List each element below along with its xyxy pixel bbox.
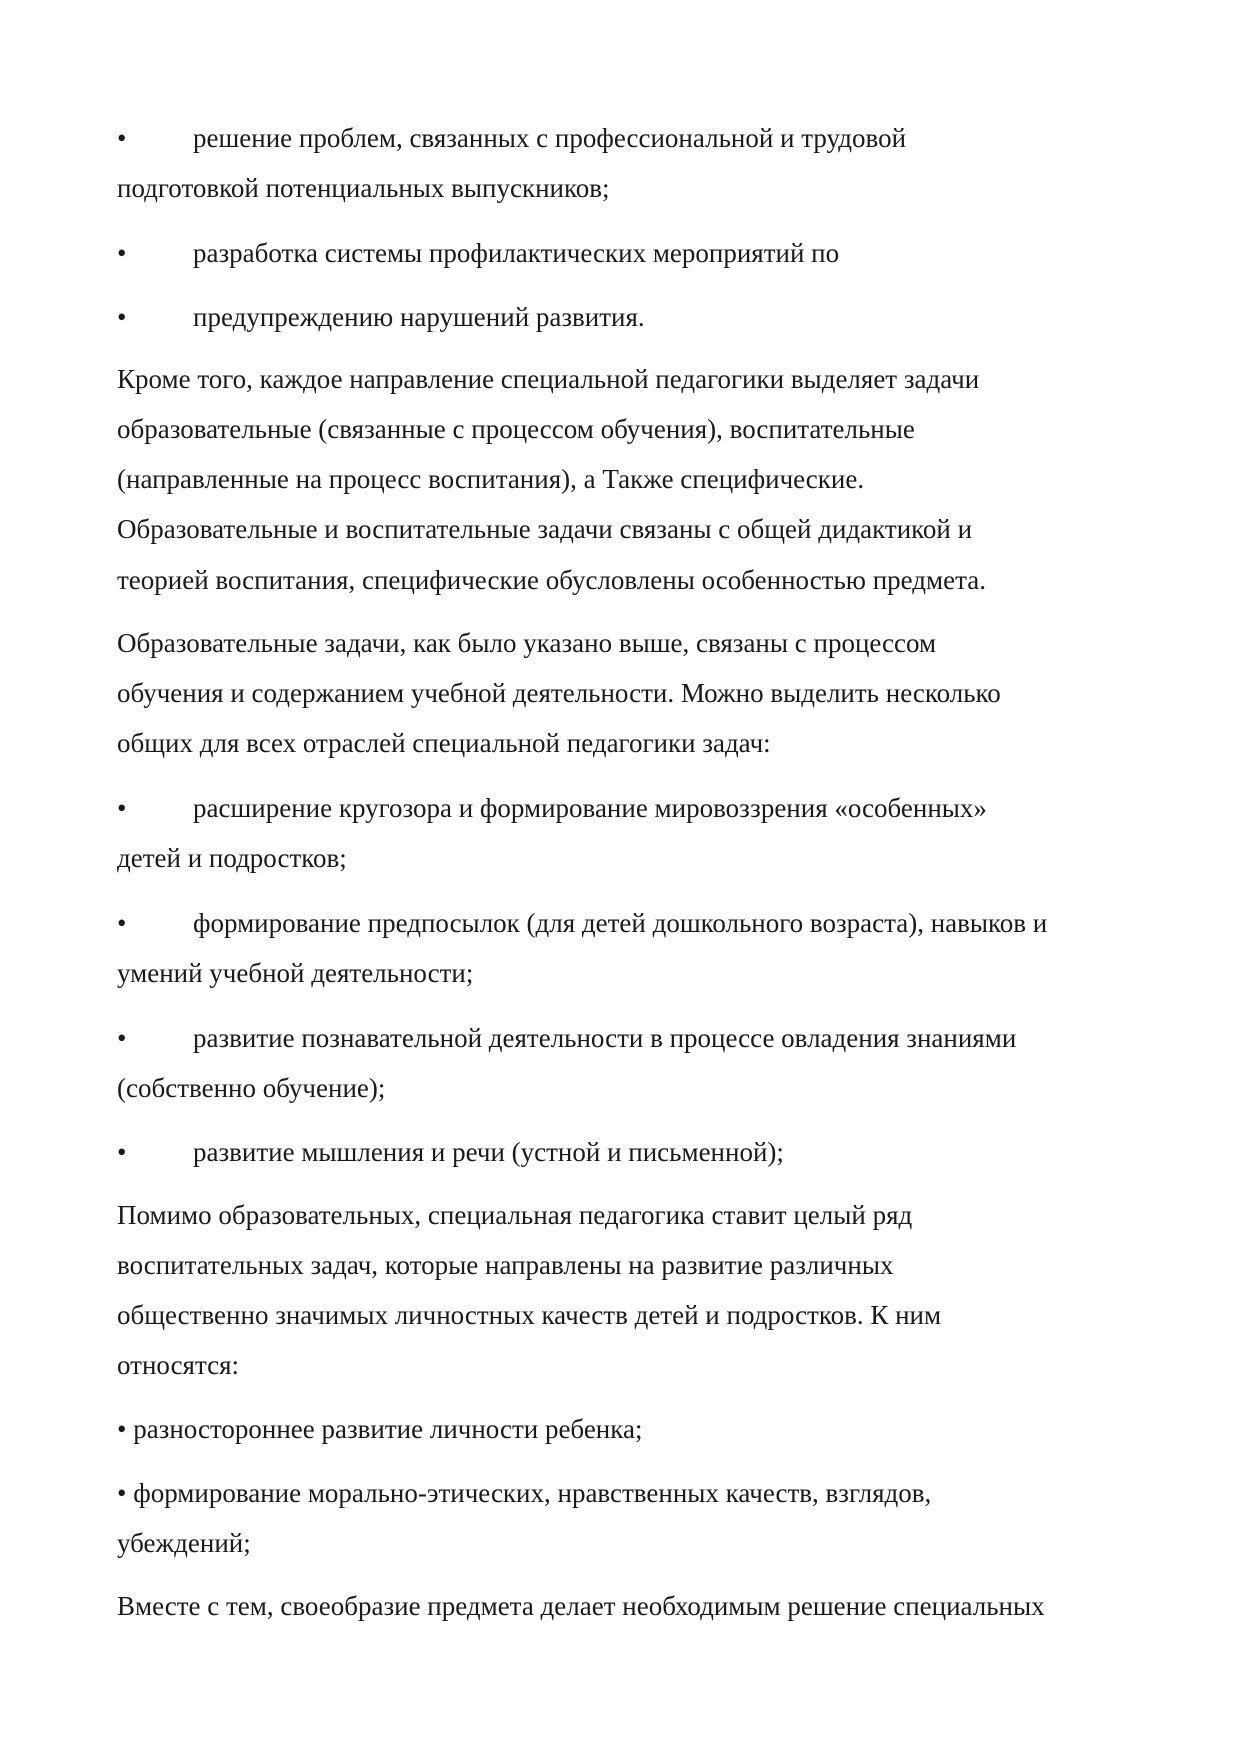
paragraph-line: относятся: [117,1350,240,1380]
list-item: расширение кругозора и формирование мировоззрения «особенных» [193,793,987,823]
list-item-continuation: (собственно обучение); [117,1073,386,1103]
list-item: развитие мышления и речи (устной и письменной); [193,1137,784,1167]
bullet-glyph: • [117,1137,127,1167]
list-item: формирование предпосылок (для детей дошкольного возраста), навыков и [193,908,1048,938]
bullet-glyph: • [117,1023,127,1053]
list-item: развитие познавательной деятельности в процессе овладения знаниями [193,1023,1017,1053]
list-item: решение проблем, связанных с профессиональной и трудовой [193,123,907,153]
list-item-continuation: умений учебной деятельности; [117,958,474,988]
bullet-glyph: • [117,302,127,332]
bullet-glyph: • [117,793,127,823]
paragraph-line: Образовательные и воспитательные задачи связаны с общей дидактикой и [117,514,973,544]
list-item-continuation: детей и подростков; [117,843,347,873]
paragraph-line: Помимо образовательных, специальная педагогика ставит целый ряд [117,1200,913,1230]
list-item: предупреждению нарушений развития. [193,302,645,332]
list-item-continuation: подготовкой потенциальных выпускников; [117,173,610,203]
paragraph-line: Образовательные задачи, как было указано выше, связаны с процессом [117,628,937,658]
paragraph-line: убеждений; [117,1528,251,1558]
paragraph-line: • формирование морально-этических, нравственных качеств, взглядов, [117,1478,932,1508]
paragraph-line: образовательные (связанные с процессом обучения), воспитательные [117,414,915,444]
paragraph-line: общих для всех отраслей специальной педагогики задач: [117,728,771,758]
paragraph-line: Кроме того, каждое направление специальной педагогики выделяет задачи [117,364,980,394]
paragraph-line: теорией воспитания, специфические обусловлены особенностью предмета. [117,565,986,595]
paragraph-line: общественно значимых личностных качеств детей и подростков. К ним [117,1300,942,1330]
paragraph-line: • разностороннее развитие личности ребенка; [117,1414,643,1444]
list-item: разработка системы профилактических мероприятий по [193,238,840,268]
paragraph-line: (направленные на процесс воспитания), а Также специфические. [117,464,865,494]
paragraph-line: Вместе с тем, своеобразие предмета делает необходимым решение специальных [117,1591,1045,1621]
bullet-glyph: • [117,908,127,938]
paragraph-line: обучения и содержанием учебной деятельности. Можно выделить несколько [117,678,1001,708]
paragraph-line: воспитательных задач, которые направлены на развитие различных [117,1250,894,1280]
bullet-glyph: • [117,123,127,153]
bullet-glyph: • [117,238,127,268]
